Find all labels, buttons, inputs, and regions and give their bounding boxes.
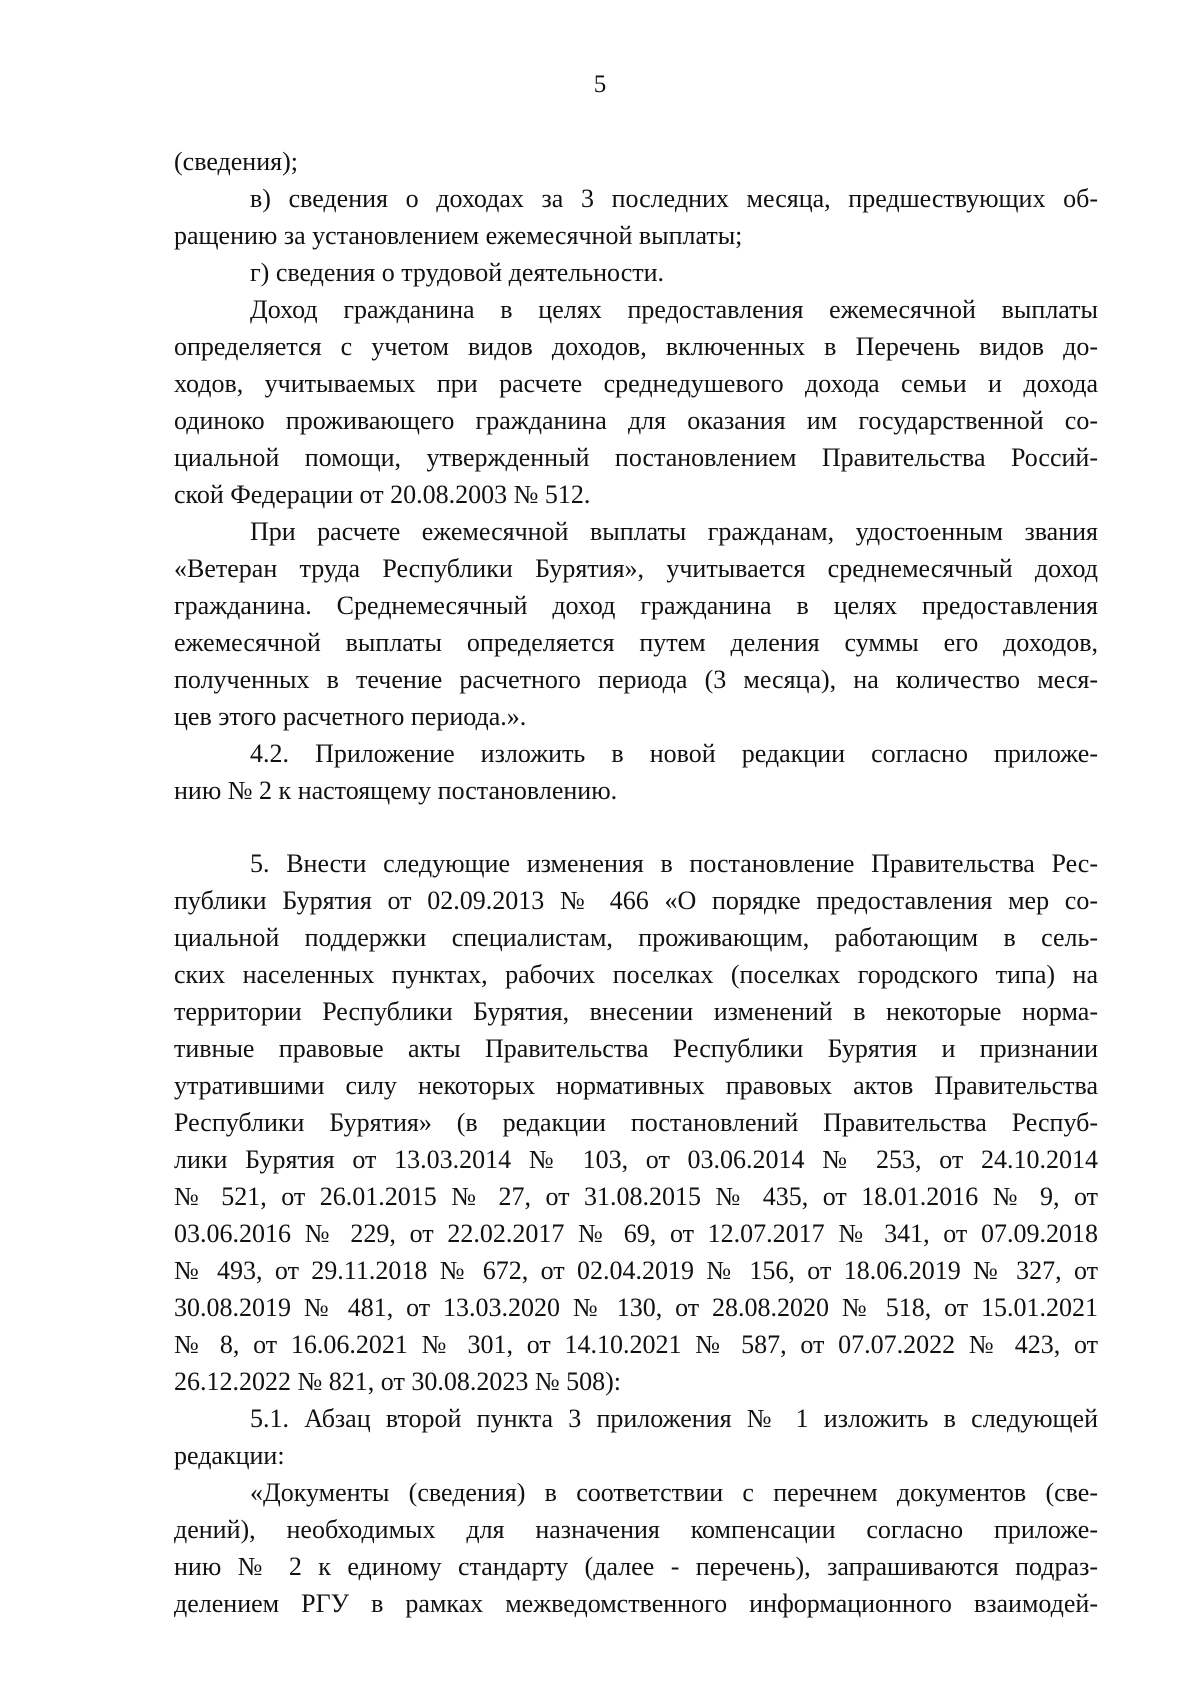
- text-line: 30.08.2019 № 481, от 13.03.2020 № 130, от 28.08.2020 № 518, от 15.01.2021: [174, 1293, 1098, 1322]
- text-line: ской Федерации от 20.08.2003 № 512.: [174, 480, 591, 509]
- text-line: определяется с учетом видов доходов, включенных в Перечень видов до-: [174, 332, 1098, 361]
- text-line: 03.06.2016 № 229, от 22.02.2017 № 69, от 12.07.2017 № 341, от 07.09.2018: [174, 1219, 1098, 1248]
- text-line: № 521, от 26.01.2015 № 27, от 31.08.2015 № 435, от 18.01.2016 № 9, от: [174, 1182, 1098, 1211]
- text-line: циальной поддержки специалистам, проживающим, работающим в сель-: [174, 923, 1098, 952]
- text-line: цев этого расчетного периода.».: [174, 702, 527, 731]
- text-line: ских населенных пунктах, рабочих поселках (поселках городского типа) на: [174, 960, 1098, 989]
- text-line: нию № 2 к единому стандарту (далее - перечень), запрашиваются подраз-: [174, 1552, 1098, 1581]
- text-line: редакции:: [174, 1441, 285, 1470]
- text-line: Доход гражданина в целях предоставления ежемесячной выплаты: [250, 295, 1098, 324]
- text-line: циальной помощи, утвержденный постановлением Правительства Россий-: [174, 443, 1098, 472]
- text-line: № 493, от 29.11.2018 № 672, от 02.04.2019 № 156, от 18.06.2019 № 327, от: [174, 1256, 1098, 1285]
- text-line: 5. Внести следующие изменения в постановление Правительства Рес-: [250, 849, 1098, 878]
- text-line: тивные правовые акты Правительства Республики Бурятия и признании: [174, 1034, 1098, 1063]
- text-line: ращению за установлением ежемесячной выплаты;: [174, 221, 743, 250]
- text-line: 26.12.2022 № 821, от 30.08.2023 № 508):: [174, 1367, 622, 1396]
- text-line: делением РГУ в рамках межведомственного информационного взаимодей-: [174, 1589, 1098, 1618]
- text-line: полученных в течение расчетного периода (3 месяца), на количество меся-: [174, 665, 1098, 694]
- text-line: нию № 2 к настоящему постановлению.: [174, 776, 618, 805]
- text-line: 5.1. Абзац второй пункта 3 приложения № 1 изложить в следующей: [250, 1404, 1098, 1433]
- paragraph-gap: [174, 809, 1098, 845]
- text-line: 4.2. Приложение изложить в новой редакции согласно приложе-: [250, 739, 1098, 768]
- text-line: одиноко проживающего гражданина для оказания им государственной со-: [174, 406, 1098, 435]
- text-line: территории Республики Бурятия, внесении изменений в некоторые норма-: [174, 997, 1098, 1026]
- text-line: ходов, учитываемых при расчете среднедушевого дохода семьи и дохода: [174, 369, 1098, 398]
- text-line: При расчете ежемесячной выплаты гражданам, удостоенным звания: [250, 517, 1098, 546]
- text-line: ежемесячной выплаты определяется путем деления суммы его доходов,: [174, 628, 1098, 657]
- text-line: (сведения);: [174, 147, 298, 176]
- text-line: гражданина. Среднемесячный доход гражданина в целях предоставления: [174, 591, 1098, 620]
- text-line: г) сведения о трудовой деятельности.: [250, 258, 665, 287]
- document-body: [174, 143, 1098, 1622]
- text-line: лики Бурятия от 13.03.2014 № 103, от 03.06.2014 № 253, от 24.10.2014: [174, 1145, 1098, 1174]
- text-line: «Документы (сведения) в соответствии с перечнем документов (све-: [250, 1478, 1098, 1507]
- text-line: утратившими силу некоторых нормативных правовых актов Правительства: [174, 1071, 1098, 1100]
- text-line: дений), необходимых для назначения компенсации согласно приложе-: [174, 1515, 1098, 1544]
- text-line: публики Бурятия от 02.09.2013 № 466 «О порядке предоставления мер со-: [174, 886, 1098, 915]
- page-number: 5: [593, 71, 607, 98]
- text-line: № 8, от 16.06.2021 № 301, от 14.10.2021 № 587, от 07.07.2022 № 423, от: [174, 1330, 1098, 1359]
- text-line: Республики Бурятия» (в редакции постановлений Правительства Респуб-: [174, 1108, 1098, 1137]
- text-line: в) сведения о доходах за 3 последних месяца, предшествующих об-: [250, 184, 1098, 213]
- text-line: «Ветеран труда Республики Бурятия», учитывается среднемесячный доход: [174, 554, 1098, 583]
